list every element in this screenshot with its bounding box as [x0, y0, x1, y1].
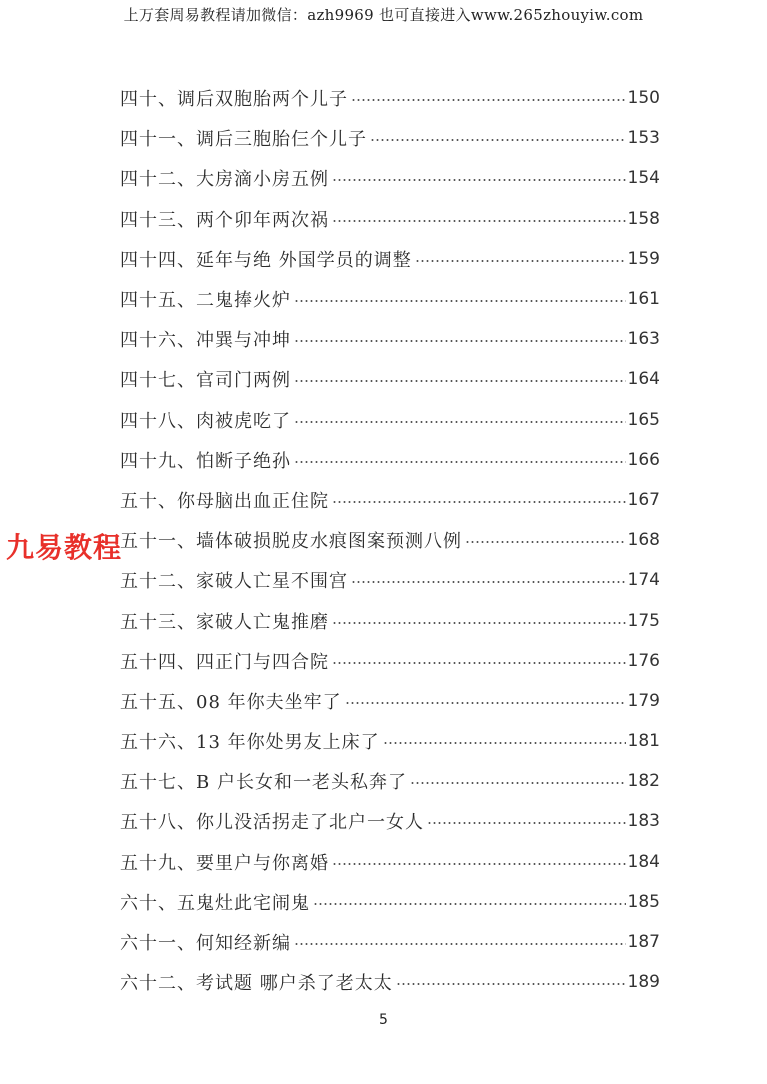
dot-leader [313, 903, 626, 905]
toc-entry [120, 761, 660, 801]
toc-entry-page: 175 [627, 610, 660, 631]
toc-entry [120, 319, 660, 359]
toc-entry-page: 185 [627, 891, 660, 912]
toc-entry-page: 187 [627, 932, 660, 953]
toc-entry [120, 600, 660, 640]
toc-entry [120, 801, 660, 841]
toc-entry [120, 158, 660, 198]
toc-entry-page: 184 [627, 851, 660, 872]
toc-entry-title: 四十八、肉被虎吃了 [120, 410, 291, 432]
dot-leader [332, 662, 626, 664]
toc-entry [120, 560, 660, 600]
toc-entry-title: 四十一、调后三胞胎仨个儿子 [120, 129, 367, 151]
toc-entry-title: 四十五、二鬼捧火炉 [120, 290, 291, 312]
toc-entry-page: 164 [627, 369, 660, 390]
toc-entry-title: 四十、调后双胞胎两个儿子 [120, 89, 348, 111]
dot-leader [427, 822, 626, 824]
toc-entry-title: 五十三、家破人亡鬼推磨 [120, 611, 329, 633]
toc-entry-page: 168 [627, 530, 660, 551]
toc-entry [120, 118, 660, 158]
toc-entry-page: 165 [627, 409, 660, 430]
toc-entry-title: 四十七、官司门两例 [120, 370, 291, 392]
dot-leader [294, 300, 626, 302]
toc-entry-title: 六十、五鬼灶此宅闹鬼 [120, 892, 310, 914]
toc-entry-title: 五十四、四正门与四合院 [120, 651, 329, 673]
toc-entry-title: 五十九、要里户与你离婚 [120, 852, 329, 874]
toc-entry-page: 167 [627, 489, 660, 510]
dot-leader [294, 943, 626, 945]
toc-entry [120, 78, 660, 118]
toc-entry-page: 183 [627, 811, 660, 832]
dot-leader [351, 99, 626, 101]
toc-entry [120, 641, 660, 681]
top-banner-text: 上万套周易教程请加微信：azh9969 也可直接进入www.265zhouyiw.com [123, 6, 644, 24]
toc-entry-page: 153 [627, 128, 660, 149]
toc-entry [120, 279, 660, 319]
dot-leader [294, 340, 626, 342]
toc-entry-page: 182 [627, 771, 660, 792]
dot-leader [332, 220, 626, 222]
dot-leader [332, 863, 626, 865]
page-number: 5 [379, 1012, 388, 1028]
toc-entry-page: 176 [627, 650, 660, 671]
toc-entry-page: 189 [627, 972, 660, 993]
dot-leader [410, 782, 626, 784]
toc-entry-page: 154 [627, 168, 660, 189]
toc-entry [120, 922, 660, 962]
toc-entry [120, 681, 660, 721]
toc-entry [120, 962, 660, 1002]
toc-entry-page: 161 [627, 289, 660, 310]
toc-entry-title: 四十六、冲巽与冲坤 [120, 330, 291, 352]
toc-entry-title: 四十四、延年与绝 外国学员的调整 [120, 249, 412, 271]
toc-entry-title: 四十九、怕断子绝孙 [120, 450, 291, 472]
dot-leader [294, 421, 626, 423]
dot-leader [294, 380, 626, 382]
toc-entry-page: 179 [627, 690, 660, 711]
toc-entry-title: 五十五、08 年你夫坐牢了 [120, 691, 342, 713]
toc-entry [120, 239, 660, 279]
toc-entry-page: 158 [627, 208, 660, 229]
toc-entry-title: 五十二、家破人亡星不围宫 [120, 571, 348, 593]
toc-entry-title: 四十三、两个卯年两次祸 [120, 209, 329, 231]
toc-entry [120, 480, 660, 520]
toc-entry [120, 721, 660, 761]
toc-entry-title: 六十二、考试题 哪户杀了老太太 [120, 973, 393, 995]
dot-leader [332, 501, 626, 503]
dot-leader [332, 622, 626, 624]
dot-leader [383, 742, 626, 744]
dot-leader [370, 139, 626, 141]
toc-entry-page: 163 [627, 329, 660, 350]
toc-entry-title: 五十七、B 户长女和一老头私奔了 [120, 772, 407, 794]
toc-entry-page: 174 [627, 570, 660, 591]
toc-entry-title: 五十六、13 年你处男友上床了 [120, 732, 380, 754]
toc-entry [120, 359, 660, 399]
dot-leader [415, 260, 626, 262]
watermark-logo-text: 九易教程 [6, 531, 123, 564]
toc-entry-page: 181 [627, 731, 660, 752]
toc-entry-title: 六十一、何知经新编 [120, 933, 291, 955]
toc-entry-title: 四十二、大房滴小房五例 [120, 169, 329, 191]
dot-leader [396, 983, 626, 985]
toc-entry-title: 五十八、你儿没活拐走了北户一女人 [120, 812, 424, 834]
dot-leader [351, 581, 626, 583]
toc-entry [120, 400, 660, 440]
toc-entry-title: 五十一、墙体破损脱皮水痕图案预测八例 [120, 531, 462, 553]
toc-entry-title: 五十、你母脑出血正住院 [120, 490, 329, 512]
toc-entry-page: 159 [627, 248, 660, 269]
table-of-contents [120, 78, 660, 1002]
dot-leader [332, 179, 626, 181]
toc-entry-page: 150 [627, 88, 660, 109]
toc-entry [120, 440, 660, 480]
dot-leader [294, 461, 626, 463]
dot-leader [345, 702, 626, 704]
toc-entry [120, 842, 660, 882]
dot-leader [465, 541, 626, 543]
toc-entry [120, 882, 660, 922]
toc-entry-page: 166 [627, 449, 660, 470]
toc-entry [120, 520, 660, 560]
toc-entry [120, 199, 660, 239]
